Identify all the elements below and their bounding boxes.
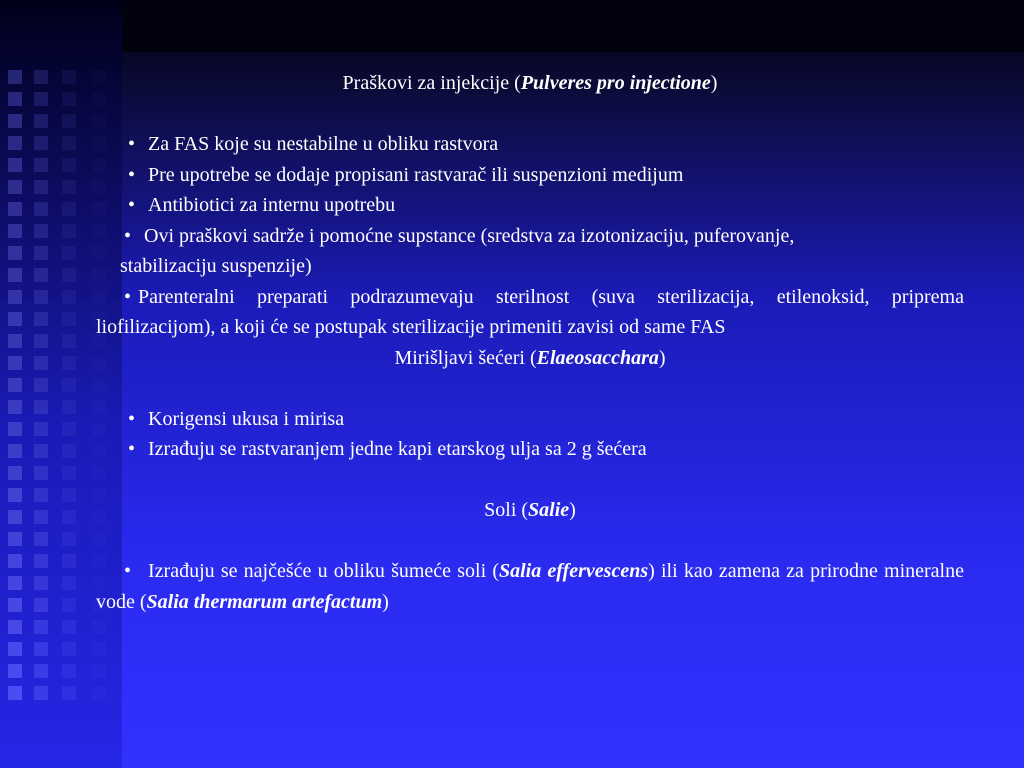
- decorative-square: [8, 664, 22, 678]
- decorative-square: [62, 268, 76, 282]
- decorative-square: [62, 312, 76, 326]
- decorative-square: [8, 268, 22, 282]
- decorative-square: [8, 488, 22, 502]
- decorative-square: [8, 554, 22, 568]
- decorative-square: [92, 620, 106, 634]
- decorative-square: [34, 488, 48, 502]
- decorative-square: [92, 686, 106, 700]
- decorative-square: [34, 268, 48, 282]
- decorative-square: [8, 246, 22, 260]
- bullet-icon: •: [124, 224, 132, 247]
- decorative-square: [62, 92, 76, 106]
- list-item: • Pre upotrebe se dodaje propisani rastvarač ili suspenzioni medijum: [128, 160, 964, 191]
- top-dark-band: [122, 0, 1024, 52]
- decorative-square: [8, 202, 22, 216]
- decorative-square: [62, 444, 76, 458]
- decorative-square: [34, 224, 48, 238]
- decorative-square: [8, 686, 22, 700]
- decorative-square: [34, 202, 48, 216]
- list-item: • Izrađuju se rastvaranjem jedne kapi etarskog ulja sa 2 g šećera: [128, 434, 964, 465]
- decorative-square: [34, 312, 48, 326]
- decorative-square: [8, 620, 22, 634]
- decorative-square: [62, 114, 76, 128]
- decorative-square: [34, 158, 48, 172]
- decorative-square: [34, 246, 48, 260]
- decorative-square: [92, 664, 106, 678]
- decorative-square: [34, 422, 48, 436]
- decorative-square: [92, 642, 106, 656]
- list-item: • Parenteralni preparati podrazumevaju sterilnost (suva sterilizacija, etilenoksid, priprema liofilizacijom), a koji će se postupak sterilizacije primeniti zavisi od same FAS: [96, 282, 964, 343]
- decorative-square: [34, 400, 48, 414]
- decorative-square: [34, 444, 48, 458]
- decorative-square: [8, 598, 22, 612]
- decorative-square: [34, 136, 48, 150]
- section3-title: Soli (Salie): [484, 499, 576, 521]
- decorative-square: [8, 422, 22, 436]
- decorative-square: [34, 510, 48, 524]
- section1-title: Praškovi za injekcije (Pulveres pro injectione): [342, 72, 718, 94]
- decorative-square: [62, 422, 76, 436]
- decorative-square: [8, 312, 22, 326]
- decorative-square: [8, 576, 22, 590]
- decorative-square: [8, 378, 22, 392]
- list-item: • Izrađuju se najčešće u obliku šumeće soli (Salia effervescens) ili kao zamena za prirodne mineralne vode (Salia thermarum artefactum): [96, 556, 964, 617]
- decorative-square: [62, 466, 76, 480]
- decorative-square: [34, 642, 48, 656]
- decorative-square: [34, 686, 48, 700]
- decorative-square: [62, 488, 76, 502]
- list-item: • Za FAS koje su nestabilne u obliku rastvora: [128, 129, 964, 160]
- decorative-square: [62, 290, 76, 304]
- decorative-square: [62, 642, 76, 656]
- decorative-square: [8, 334, 22, 348]
- bullet-icon: •: [124, 285, 132, 308]
- bullet-icon: •: [124, 560, 132, 582]
- decorative-square: [8, 444, 22, 458]
- decorative-square: [8, 224, 22, 238]
- decorative-square: [34, 554, 48, 568]
- list-item: • Ovi praškovi sadrže i pomoćne supstance (sredstva za izotonizaciju, puferovanje,: [96, 221, 964, 252]
- decorative-square: [62, 180, 76, 194]
- decorative-square: [8, 466, 22, 480]
- decorative-square: [8, 158, 22, 172]
- bullet-icon: •: [128, 407, 136, 430]
- decorative-square: [34, 92, 48, 106]
- decorative-square: [8, 290, 22, 304]
- bullet-icon: •: [128, 163, 136, 186]
- decorative-square: [62, 224, 76, 238]
- decorative-square: [8, 532, 22, 546]
- decorative-square: [62, 246, 76, 260]
- decorative-square: [34, 576, 48, 590]
- list-item-continuation: stabilizaciju suspenzije): [120, 255, 312, 277]
- decorative-square: [62, 598, 76, 612]
- decorative-square: [62, 70, 76, 84]
- decorative-square: [62, 158, 76, 172]
- decorative-square: [62, 532, 76, 546]
- decorative-square: [34, 532, 48, 546]
- decorative-square: [8, 136, 22, 150]
- bullet-icon: •: [128, 133, 136, 155]
- section2-title: Mirišljavi šećeri (Elaeosacchara): [394, 346, 666, 369]
- decorative-square: [62, 202, 76, 216]
- decorative-square: [34, 114, 48, 128]
- decorative-square: [62, 136, 76, 150]
- decorative-square: [34, 598, 48, 612]
- decorative-square: [62, 576, 76, 590]
- bullet-icon: •: [128, 438, 136, 460]
- bullet-icon: •: [128, 194, 136, 216]
- decorative-square: [62, 510, 76, 524]
- decorative-square: [62, 400, 76, 414]
- decorative-square: [62, 334, 76, 348]
- decorative-square: [34, 664, 48, 678]
- decorative-square: [8, 92, 22, 106]
- decorative-square: [8, 70, 22, 84]
- decorative-square: [62, 356, 76, 370]
- decorative-square: [62, 620, 76, 634]
- decorative-square: [34, 466, 48, 480]
- list-item: • Korigensi ukusa i mirisa: [128, 404, 964, 435]
- decorative-square: [34, 378, 48, 392]
- decorative-square: [8, 356, 22, 370]
- list-item: • Antibiotici za internu upotrebu: [128, 190, 964, 221]
- decorative-square: [8, 400, 22, 414]
- decorative-square: [34, 70, 48, 84]
- decorative-square: [34, 620, 48, 634]
- decorative-square: [8, 180, 22, 194]
- decorative-square: [34, 290, 48, 304]
- decorative-square: [62, 554, 76, 568]
- decorative-square: [62, 686, 76, 700]
- decorative-square: [62, 378, 76, 392]
- decorative-square: [34, 356, 48, 370]
- decorative-square: [8, 510, 22, 524]
- decorative-square: [34, 180, 48, 194]
- slide-content: [96, 68, 964, 617]
- decorative-square: [8, 642, 22, 656]
- decorative-square: [34, 334, 48, 348]
- decorative-square: [62, 664, 76, 678]
- decorative-square: [8, 114, 22, 128]
